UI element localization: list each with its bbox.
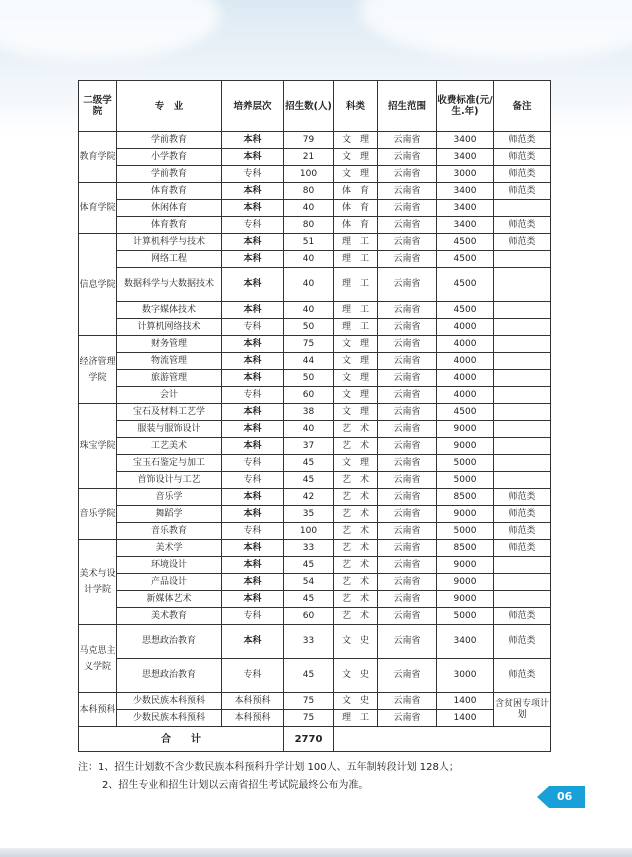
major-cell: 旅游管理: [117, 370, 222, 387]
table-row: [79, 710, 551, 727]
table-row: [79, 455, 551, 472]
footer-band: [0, 848, 632, 857]
scope-cell: 云南省: [378, 268, 437, 302]
fee-cell: 9000: [437, 438, 494, 455]
major-cell: 会计: [117, 387, 222, 404]
table-row: [79, 472, 551, 489]
count-cell: 75: [284, 693, 334, 710]
scope-cell: 云南省: [378, 251, 437, 268]
note-cell: [494, 251, 551, 268]
note-cell: 师范类: [494, 625, 551, 659]
major-cell: 产品设计: [117, 574, 222, 591]
level-cell: 本科: [222, 506, 284, 523]
table-row: [79, 608, 551, 625]
count-cell: 35: [284, 506, 334, 523]
count-cell: 42: [284, 489, 334, 506]
note-cell: [494, 591, 551, 608]
fee-cell: 3000: [437, 659, 494, 693]
major-cell: 学前教育: [117, 132, 222, 149]
count-cell: 80: [284, 183, 334, 200]
level-cell: 专科: [222, 166, 284, 183]
scope-cell: 云南省: [378, 693, 437, 710]
major-cell: 少数民族本科预科: [117, 710, 222, 727]
level-cell: 本科: [222, 438, 284, 455]
note-cell: [494, 319, 551, 336]
count-cell: 75: [284, 336, 334, 353]
fee-cell: 4000: [437, 336, 494, 353]
count-cell: 50: [284, 319, 334, 336]
note-cell: 含贫困专项计划: [494, 693, 551, 727]
department-cell: 体育学院: [79, 183, 117, 234]
scope-cell: 云南省: [378, 234, 437, 251]
count-cell: 40: [284, 302, 334, 319]
note-cell: 师范类: [494, 506, 551, 523]
table-body: [79, 132, 551, 752]
table-row: [79, 234, 551, 251]
level-cell: 本科: [222, 268, 284, 302]
category-cell: 艺 术: [334, 557, 378, 574]
fee-cell: 8500: [437, 489, 494, 506]
fee-cell: 3400: [437, 132, 494, 149]
level-cell: 本科: [222, 132, 284, 149]
major-cell: 休闲体育: [117, 200, 222, 217]
department-cell: 珠宝学院: [79, 404, 117, 489]
scope-cell: 云南省: [378, 421, 437, 438]
level-cell: 本科: [222, 421, 284, 438]
count-cell: 79: [284, 132, 334, 149]
count-cell: 60: [284, 387, 334, 404]
major-cell: 物流管理: [117, 353, 222, 370]
major-cell: 音乐学: [117, 489, 222, 506]
major-cell: 新媒体艺术: [117, 591, 222, 608]
table-row: [79, 132, 551, 149]
total-label: 合 计: [79, 727, 284, 752]
category-cell: 文 理: [334, 166, 378, 183]
category-cell: 体 育: [334, 200, 378, 217]
fee-cell: 3400: [437, 149, 494, 166]
note-cell: 师范类: [494, 149, 551, 166]
count-cell: 44: [284, 353, 334, 370]
major-cell: 服装与服饰设计: [117, 421, 222, 438]
level-cell: 专科: [222, 608, 284, 625]
count-cell: 33: [284, 540, 334, 557]
scope-cell: 云南省: [378, 353, 437, 370]
scope-cell: 云南省: [378, 608, 437, 625]
fee-cell: 9000: [437, 506, 494, 523]
category-cell: 体 育: [334, 183, 378, 200]
scope-cell: 云南省: [378, 506, 437, 523]
sky-cloud-decoration: [360, 0, 632, 60]
category-cell: 艺 术: [334, 591, 378, 608]
scope-cell: 云南省: [378, 472, 437, 489]
table-row: [79, 251, 551, 268]
note-cell: [494, 557, 551, 574]
category-cell: 艺 术: [334, 438, 378, 455]
note-cell: [494, 268, 551, 302]
fee-cell: 3400: [437, 217, 494, 234]
count-cell: 51: [284, 234, 334, 251]
scope-cell: 云南省: [378, 217, 437, 234]
department-cell: 美术与设计学院: [79, 540, 117, 625]
fee-cell: 4000: [437, 353, 494, 370]
column-header: 专 业: [117, 81, 222, 132]
scope-cell: 云南省: [378, 540, 437, 557]
column-header: 备注: [494, 81, 551, 132]
table-row: [79, 268, 551, 302]
fee-cell: 8500: [437, 540, 494, 557]
fee-cell: 3400: [437, 183, 494, 200]
note-cell: 师范类: [494, 523, 551, 540]
major-cell: 数据科学与大数据技术: [117, 268, 222, 302]
table-row: [79, 387, 551, 404]
scope-cell: 云南省: [378, 438, 437, 455]
level-cell: 本科预科: [222, 693, 284, 710]
major-cell: 网络工程: [117, 251, 222, 268]
fee-cell: 4500: [437, 268, 494, 302]
level-cell: 专科: [222, 217, 284, 234]
level-cell: 本科: [222, 251, 284, 268]
category-cell: 艺 术: [334, 523, 378, 540]
major-cell: 思想政治教育: [117, 625, 222, 659]
major-cell: 数字媒体技术: [117, 302, 222, 319]
scope-cell: 云南省: [378, 132, 437, 149]
fee-cell: 4000: [437, 387, 494, 404]
footnote-2: 2、招生专业和招生计划以云南省招生考试院最终公布为准。: [102, 780, 369, 791]
note-cell: 师范类: [494, 217, 551, 234]
note-cell: [494, 387, 551, 404]
scope-cell: 云南省: [378, 710, 437, 727]
major-cell: 少数民族本科预科: [117, 693, 222, 710]
level-cell: 专科: [222, 472, 284, 489]
fee-cell: 9000: [437, 574, 494, 591]
fee-cell: 4500: [437, 251, 494, 268]
fee-cell: 3400: [437, 200, 494, 217]
level-cell: 本科: [222, 353, 284, 370]
department-cell: 马克思主义学院: [79, 625, 117, 693]
category-cell: 文 理: [334, 370, 378, 387]
scope-cell: 云南省: [378, 659, 437, 693]
category-cell: 文 史: [334, 625, 378, 659]
category-cell: 理 工: [334, 268, 378, 302]
fee-cell: 3400: [437, 625, 494, 659]
total-empty-cell: [334, 727, 551, 752]
category-cell: 体 育: [334, 217, 378, 234]
enrollment-table: [78, 80, 551, 752]
count-cell: 100: [284, 166, 334, 183]
note-cell: [494, 455, 551, 472]
note-cell: [494, 574, 551, 591]
scope-cell: 云南省: [378, 489, 437, 506]
count-cell: 60: [284, 608, 334, 625]
fee-cell: 9000: [437, 557, 494, 574]
fee-cell: 1400: [437, 693, 494, 710]
fee-cell: 3000: [437, 166, 494, 183]
major-cell: 财务管理: [117, 336, 222, 353]
department-cell: 音乐学院: [79, 489, 117, 540]
table-row: [79, 659, 551, 693]
scope-cell: 云南省: [378, 200, 437, 217]
footnotes: [78, 759, 598, 795]
department-cell: 本科预科: [79, 693, 117, 727]
note-cell: [494, 421, 551, 438]
scope-cell: 云南省: [378, 404, 437, 421]
count-cell: 80: [284, 217, 334, 234]
category-cell: 文 史: [334, 693, 378, 710]
category-cell: 文 理: [334, 455, 378, 472]
department-cell: 经济管理学院: [79, 336, 117, 404]
note-cell: 师范类: [494, 166, 551, 183]
enrollment-plan-sheet: [78, 80, 550, 752]
count-cell: 21: [284, 149, 334, 166]
fee-cell: 4000: [437, 319, 494, 336]
category-cell: 艺 术: [334, 608, 378, 625]
table-row: [79, 336, 551, 353]
level-cell: 专科: [222, 455, 284, 472]
category-cell: 文 理: [334, 149, 378, 166]
scope-cell: 云南省: [378, 183, 437, 200]
category-cell: 文 理: [334, 336, 378, 353]
table-row: [79, 404, 551, 421]
count-cell: 40: [284, 200, 334, 217]
category-cell: 理 工: [334, 234, 378, 251]
level-cell: 本科: [222, 404, 284, 421]
level-cell: 专科: [222, 659, 284, 693]
column-header: 培养层次: [222, 81, 284, 132]
table-row: [79, 217, 551, 234]
count-cell: 40: [284, 251, 334, 268]
major-cell: 美术学: [117, 540, 222, 557]
category-cell: 文 史: [334, 659, 378, 693]
category-cell: 文 理: [334, 132, 378, 149]
note-cell: [494, 472, 551, 489]
major-cell: 计算机科学与技术: [117, 234, 222, 251]
table-row: [79, 591, 551, 608]
count-cell: 75: [284, 710, 334, 727]
page-number-badge: [537, 786, 585, 808]
table-row: [79, 183, 551, 200]
fee-cell: 4500: [437, 302, 494, 319]
count-cell: 38: [284, 404, 334, 421]
column-header: 科类: [334, 81, 378, 132]
table-row: [79, 625, 551, 659]
count-cell: 45: [284, 591, 334, 608]
count-cell: 54: [284, 574, 334, 591]
level-cell: 专科: [222, 523, 284, 540]
note-cell: 师范类: [494, 183, 551, 200]
scope-cell: 云南省: [378, 319, 437, 336]
level-cell: 本科: [222, 489, 284, 506]
category-cell: 艺 术: [334, 574, 378, 591]
major-cell: 工艺美术: [117, 438, 222, 455]
table-row: [79, 302, 551, 319]
count-cell: 50: [284, 370, 334, 387]
note-cell: 师范类: [494, 234, 551, 251]
level-cell: 本科: [222, 574, 284, 591]
note-cell: 师范类: [494, 540, 551, 557]
scope-cell: 云南省: [378, 387, 437, 404]
category-cell: 艺 术: [334, 506, 378, 523]
note-cell: 师范类: [494, 132, 551, 149]
scope-cell: 云南省: [378, 591, 437, 608]
major-cell: 舞蹈学: [117, 506, 222, 523]
table-header-row: [79, 81, 551, 132]
scope-cell: 云南省: [378, 455, 437, 472]
note-cell: [494, 302, 551, 319]
major-cell: 宝玉石鉴定与加工: [117, 455, 222, 472]
category-cell: 理 工: [334, 319, 378, 336]
level-cell: 本科: [222, 200, 284, 217]
fee-cell: 5000: [437, 472, 494, 489]
category-cell: 文 理: [334, 353, 378, 370]
count-cell: 37: [284, 438, 334, 455]
category-cell: 艺 术: [334, 540, 378, 557]
major-cell: 首饰设计与工艺: [117, 472, 222, 489]
count-cell: 33: [284, 625, 334, 659]
major-cell: 小学教育: [117, 149, 222, 166]
table-row: [79, 421, 551, 438]
table-row: [79, 370, 551, 387]
column-header: 收费标准(元/生.年): [437, 81, 494, 132]
major-cell: 宝石及材料工艺学: [117, 404, 222, 421]
note-cell: [494, 336, 551, 353]
category-cell: 理 工: [334, 251, 378, 268]
scope-cell: 云南省: [378, 523, 437, 540]
note-cell: [494, 200, 551, 217]
table-row: [79, 506, 551, 523]
major-cell: 体育教育: [117, 183, 222, 200]
category-cell: 理 工: [334, 302, 378, 319]
major-cell: 环境设计: [117, 557, 222, 574]
category-cell: 理 工: [334, 710, 378, 727]
count-cell: 40: [284, 268, 334, 302]
level-cell: 专科: [222, 319, 284, 336]
level-cell: 本科: [222, 557, 284, 574]
count-cell: 45: [284, 557, 334, 574]
table-row: [79, 557, 551, 574]
scope-cell: 云南省: [378, 302, 437, 319]
fee-cell: 9000: [437, 421, 494, 438]
major-cell: 计算机网络技术: [117, 319, 222, 336]
category-cell: 文 理: [334, 404, 378, 421]
fee-cell: 4500: [437, 234, 494, 251]
level-cell: 本科预科: [222, 710, 284, 727]
table-row: [79, 200, 551, 217]
scope-cell: 云南省: [378, 370, 437, 387]
note-cell: [494, 438, 551, 455]
category-cell: 艺 术: [334, 472, 378, 489]
level-cell: 本科: [222, 149, 284, 166]
table-row: [79, 523, 551, 540]
category-cell: 艺 术: [334, 421, 378, 438]
level-cell: 本科: [222, 591, 284, 608]
major-cell: 音乐教育: [117, 523, 222, 540]
table-row: [79, 319, 551, 336]
level-cell: 本科: [222, 370, 284, 387]
major-cell: 美术教育: [117, 608, 222, 625]
column-header: 二级学院: [79, 81, 117, 132]
scope-cell: 云南省: [378, 166, 437, 183]
scope-cell: 云南省: [378, 574, 437, 591]
table-row: [79, 540, 551, 557]
major-cell: 学前教育: [117, 166, 222, 183]
table-row: [79, 353, 551, 370]
level-cell: 专科: [222, 387, 284, 404]
level-cell: 本科: [222, 302, 284, 319]
level-cell: 本科: [222, 183, 284, 200]
page-number: 06: [557, 790, 573, 803]
major-cell: 思想政治教育: [117, 659, 222, 693]
scope-cell: 云南省: [378, 557, 437, 574]
footnote-1: 注：1、招生计划数不含少数民族本科预科升学计划 100人、五年制转段计划 128人；: [78, 762, 459, 773]
note-cell: 师范类: [494, 659, 551, 693]
scope-cell: 云南省: [378, 336, 437, 353]
count-cell: 45: [284, 659, 334, 693]
scope-cell: 云南省: [378, 149, 437, 166]
table-row: [79, 149, 551, 166]
scope-cell: 云南省: [378, 625, 437, 659]
department-cell: 信息学院: [79, 234, 117, 336]
table-row: [79, 166, 551, 183]
category-cell: 艺 术: [334, 489, 378, 506]
total-value: 2770: [284, 727, 334, 752]
table-row: [79, 489, 551, 506]
note-cell: 师范类: [494, 489, 551, 506]
count-cell: 100: [284, 523, 334, 540]
sky-cloud-decoration: [0, 0, 220, 60]
level-cell: 本科: [222, 625, 284, 659]
note-cell: [494, 404, 551, 421]
column-header: 招生范围: [378, 81, 437, 132]
count-cell: 45: [284, 472, 334, 489]
department-cell: 教育学院: [79, 132, 117, 183]
major-cell: 体育教育: [117, 217, 222, 234]
fee-cell: 9000: [437, 591, 494, 608]
fee-cell: 5000: [437, 608, 494, 625]
level-cell: 本科: [222, 540, 284, 557]
count-cell: 40: [284, 421, 334, 438]
table-row: [79, 693, 551, 710]
fee-cell: 1400: [437, 710, 494, 727]
fee-cell: 5000: [437, 455, 494, 472]
note-cell: [494, 370, 551, 387]
level-cell: 本科: [222, 336, 284, 353]
note-cell: 师范类: [494, 608, 551, 625]
note-cell: [494, 353, 551, 370]
table-row: [79, 438, 551, 455]
level-cell: 本科: [222, 234, 284, 251]
count-cell: 45: [284, 455, 334, 472]
total-row: [79, 727, 551, 752]
table-row: [79, 574, 551, 591]
category-cell: 文 理: [334, 387, 378, 404]
fee-cell: 5000: [437, 523, 494, 540]
fee-cell: 4500: [437, 404, 494, 421]
column-header: 招生数(人): [284, 81, 334, 132]
fee-cell: 4000: [437, 370, 494, 387]
